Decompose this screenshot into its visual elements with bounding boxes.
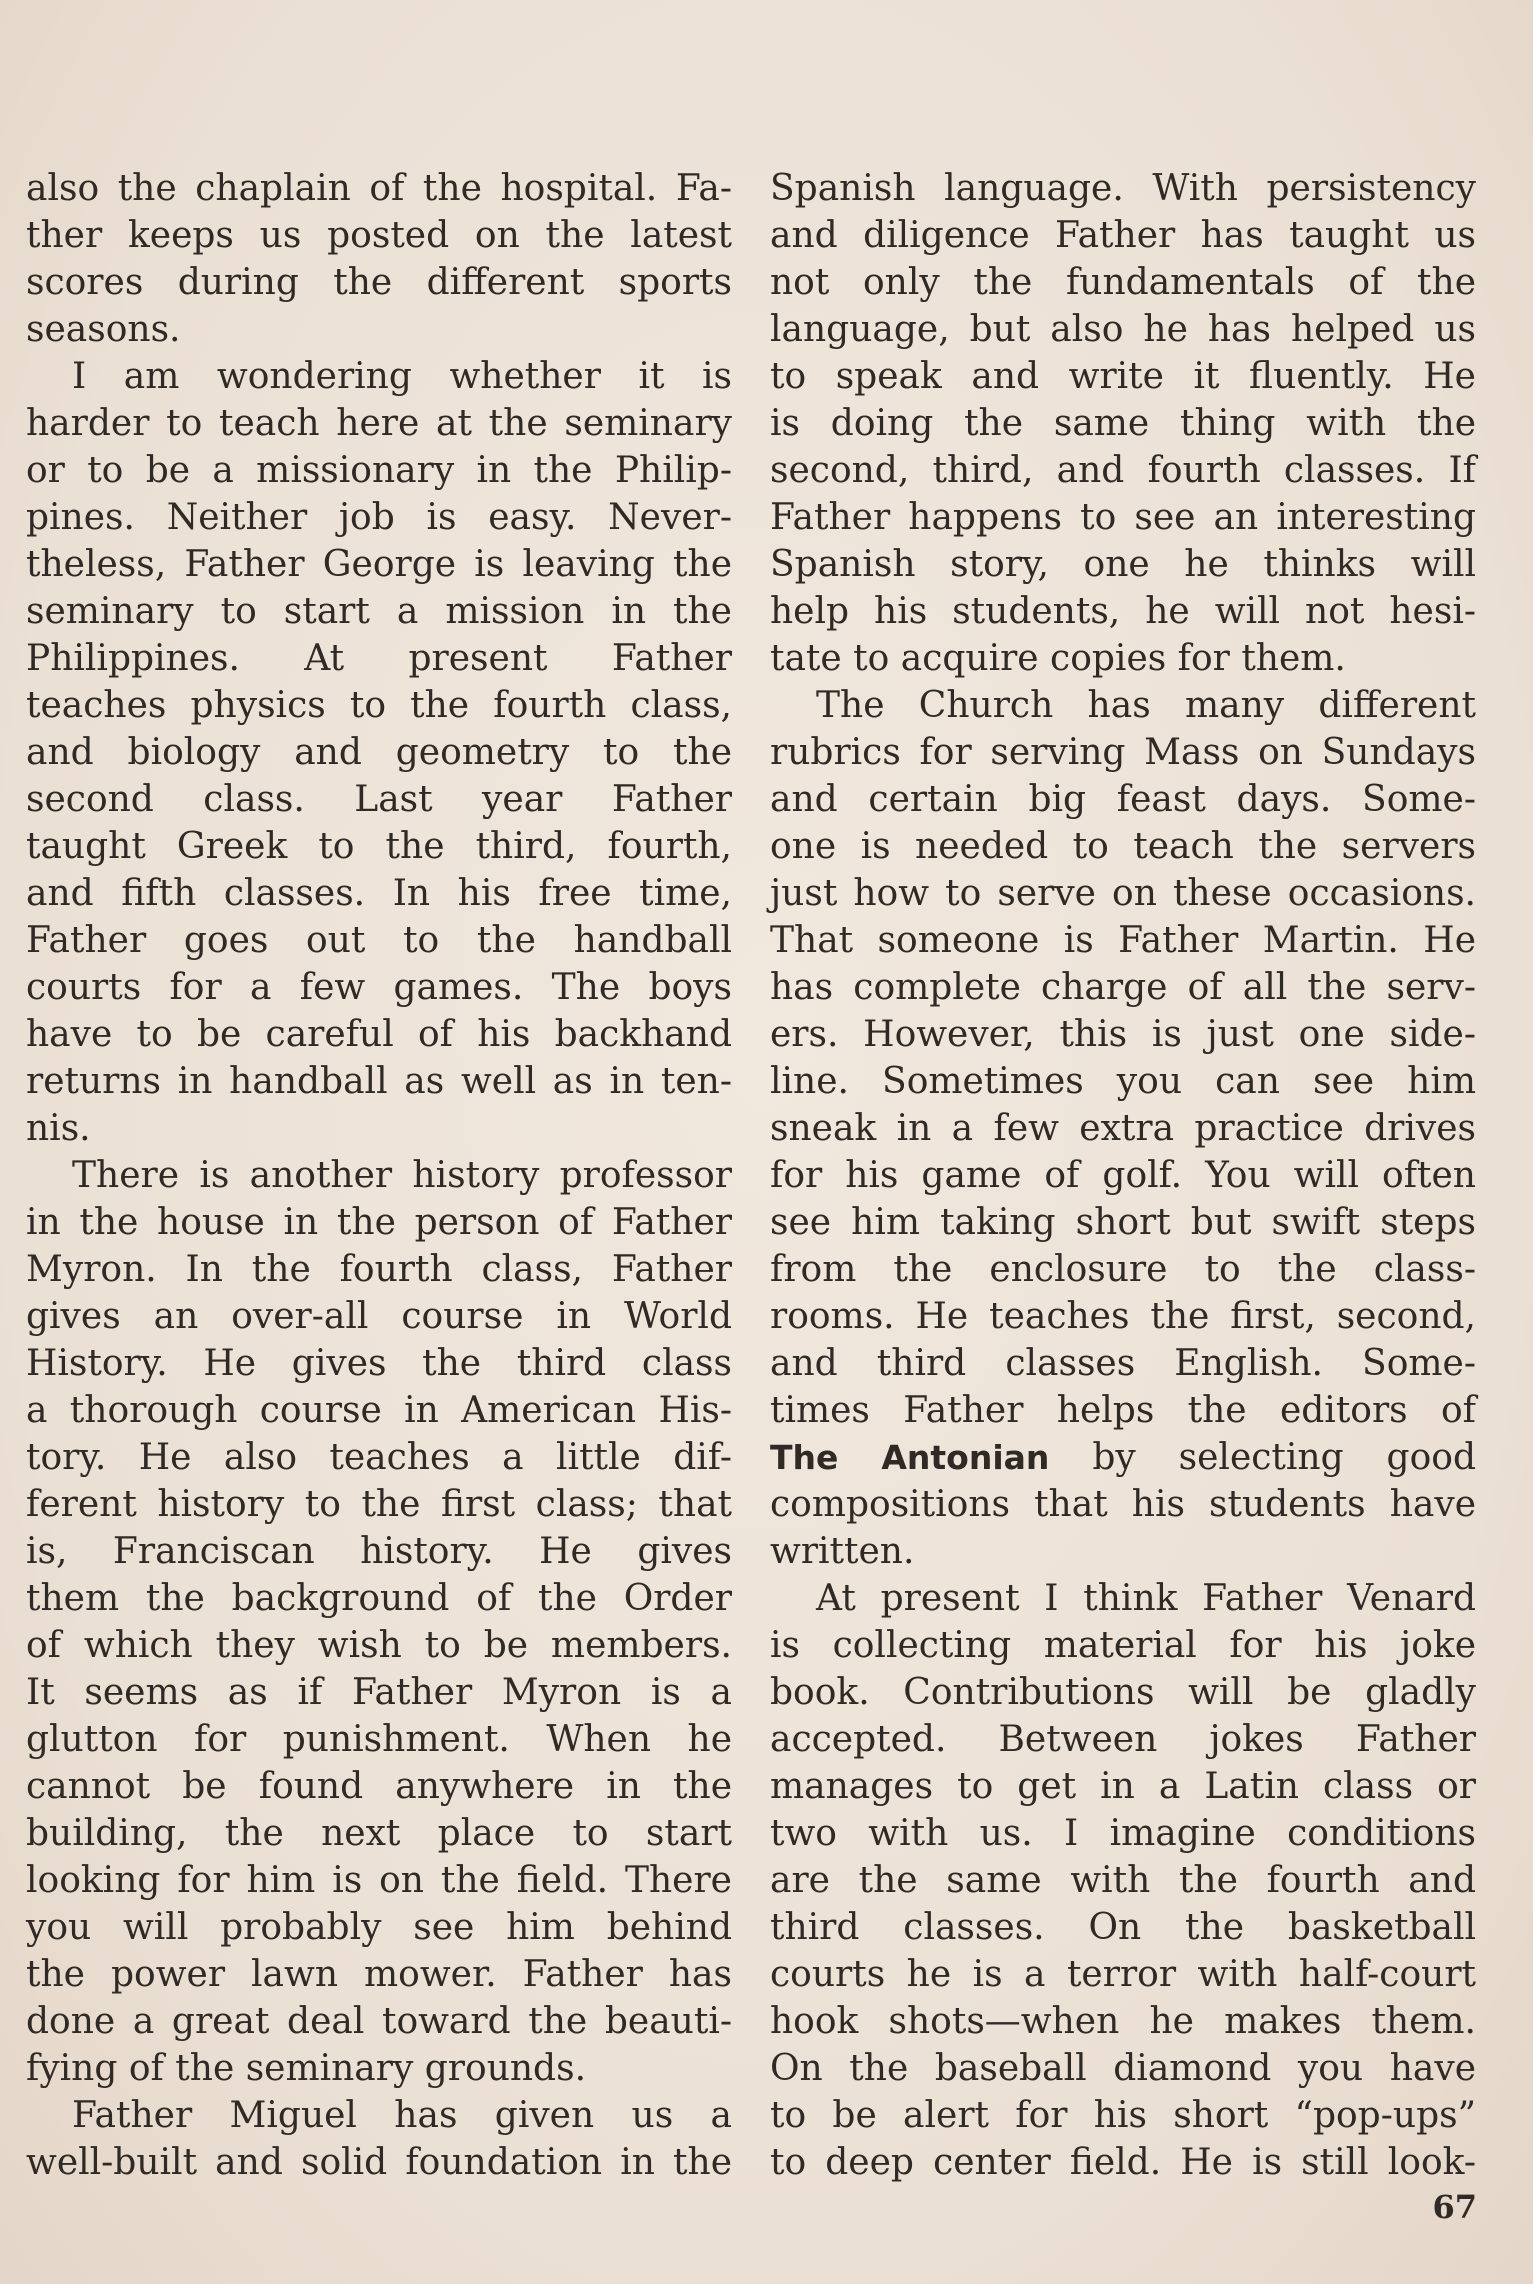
text-line: them the background of the Order: [26, 1578, 732, 1619]
text-line: you will probably see him behind: [26, 1907, 732, 1948]
text-line: That someone is Father Martin. He: [770, 920, 1476, 961]
text-line: is collecting material for his joke: [770, 1625, 1476, 1666]
text-line: times Father helps the editors of: [770, 1390, 1476, 1431]
text-line: ther keeps us posted on the latest: [26, 215, 732, 256]
text-line: rooms. He teaches the first, second,: [770, 1296, 1476, 1337]
text-line: tory. He also teaches a little dif-: [26, 1437, 732, 1478]
text-line: Myron. In the fourth class, Father: [26, 1249, 732, 1290]
text-line: language, but also he has helped us: [770, 309, 1476, 350]
text-line: rubrics for serving Mass on Sundays: [770, 732, 1476, 773]
text-line: pines. Neither job is easy. Never-: [26, 497, 732, 538]
text-line: and third classes English. Some-: [770, 1343, 1476, 1384]
text-line: sneak in a few extra practice drives: [770, 1108, 1476, 1149]
text-line: nis.: [26, 1108, 91, 1149]
text-line: two with us. I imagine conditions: [770, 1813, 1476, 1854]
text-line: accepted. Between jokes Father: [770, 1719, 1476, 1760]
text-line: also the chaplain of the hospital. Fa-: [26, 168, 732, 209]
text-line: hook shots—when he makes them.: [770, 2001, 1476, 2042]
text-line: ers. However, this is just one side-: [770, 1014, 1476, 1055]
text-line: just how to serve on these occasions.: [770, 873, 1476, 914]
text-line: and diligence Father has taught us: [770, 215, 1476, 256]
text-line: well-built and solid foundation in the: [26, 2142, 732, 2183]
text-line: harder to teach here at the seminary: [26, 403, 732, 444]
text-line: building, the next place to start: [26, 1813, 732, 1854]
text-line: to deep center field. He is still look-: [770, 2142, 1476, 2183]
text-line: not only the fundamentals of the: [770, 262, 1476, 303]
text-line: On the baseball diamond you have: [770, 2048, 1476, 2089]
text-line: have to be careful of his backhand: [26, 1014, 732, 1055]
text-line: from the enclosure to the class-: [770, 1249, 1476, 1290]
text-line: is, Franciscan history. He gives: [26, 1531, 732, 1572]
text-line: written.: [770, 1531, 915, 1572]
text-line: There is another history professor: [72, 1155, 732, 1196]
text-line: fying of the seminary grounds.: [26, 2048, 587, 2089]
text-line: of which they wish to be members.: [26, 1625, 732, 1666]
text-line: gives an over-all course in World: [26, 1296, 732, 1337]
text-line: manages to get in a Latin class or: [770, 1766, 1476, 1807]
text-line: or to be a missionary in the Philip-: [26, 450, 732, 491]
text-line: second, third, and fourth classes. If: [770, 450, 1476, 491]
text-line: theless, Father George is leaving the: [26, 544, 732, 585]
text-line-rest: by selecting good: [1092, 1437, 1476, 1478]
text-line: done a great deal toward the beauti-: [26, 2001, 732, 2042]
text-line: second class. Last year Father: [26, 779, 732, 820]
publication-title: The Antonian: [770, 1438, 1050, 1477]
text-line-with-title: [770, 1434, 1476, 1481]
text-line: scores during the different sports: [26, 262, 732, 303]
text-line: I am wondering whether it is: [72, 356, 732, 397]
text-line: compositions that his students have: [770, 1484, 1476, 1525]
text-line: taught Greek to the third, fourth,: [26, 826, 732, 867]
text-line: line. Sometimes you can see him: [770, 1061, 1476, 1102]
text-line: for his game of golf. You will often: [770, 1155, 1476, 1196]
text-line: a thorough course in American His-: [26, 1390, 732, 1431]
text-line: Spanish story, one he thinks will: [770, 544, 1476, 585]
text-line: courts for a few games. The boys: [26, 967, 732, 1008]
page-number: 67: [1432, 2188, 1477, 2226]
text-line: in the house in the person of Father: [26, 1202, 732, 1243]
text-line: to speak and write it fluently. He: [770, 356, 1476, 397]
text-line: teaches physics to the fourth class,: [26, 685, 732, 726]
text-line: seasons.: [26, 309, 181, 350]
text-line: Father happens to see an interesting: [770, 497, 1476, 538]
text-line: is doing the same thing with the: [770, 403, 1476, 444]
text-line: Philippines. At present Father: [26, 638, 732, 679]
text-line: Father Miguel has given us a: [72, 2095, 732, 2136]
text-line: ferent history to the first class; that: [26, 1484, 732, 1525]
text-line: has complete charge of all the serv-: [770, 967, 1476, 1008]
text-line: one is needed to teach the servers: [770, 826, 1476, 867]
right-column: [770, 165, 1476, 2186]
text-line: seminary to start a mission in the: [26, 591, 732, 632]
text-line: and certain big feast days. Some-: [770, 779, 1476, 820]
text-line: the power lawn mower. Father has: [26, 1954, 732, 1995]
text-line: looking for him is on the field. There: [26, 1860, 732, 1901]
text-line: to be alert for his short “pop-ups”: [770, 2095, 1476, 2136]
text-line: and fifth classes. In his free time,: [26, 873, 732, 914]
text-line: see him taking short but swift steps: [770, 1202, 1476, 1243]
text-line: Father goes out to the handball: [26, 920, 732, 961]
text-line: third classes. On the basketball: [770, 1907, 1476, 1948]
text-line: History. He gives the third class: [26, 1343, 732, 1384]
text-line: It seems as if Father Myron is a: [26, 1672, 732, 1713]
text-line: and biology and geometry to the: [26, 732, 732, 773]
text-line: glutton for punishment. When he: [26, 1719, 732, 1760]
text-line: cannot be found anywhere in the: [26, 1766, 732, 1807]
text-line: returns in handball as well as in ten-: [26, 1061, 732, 1102]
text-line: tate to acquire copies for them.: [770, 638, 1346, 679]
text-line: help his students, he will not hesi-: [770, 591, 1476, 632]
text-line: At present I think Father Venard: [816, 1578, 1476, 1619]
text-line: courts he is a terror with half-court: [770, 1954, 1476, 1995]
left-column: [26, 165, 732, 2186]
text-line: are the same with the fourth and: [770, 1860, 1476, 1901]
text-line: book. Contributions will be gladly: [770, 1672, 1476, 1713]
text-line: Spanish language. With persistency: [770, 168, 1476, 209]
text-line: The Church has many different: [816, 685, 1476, 726]
